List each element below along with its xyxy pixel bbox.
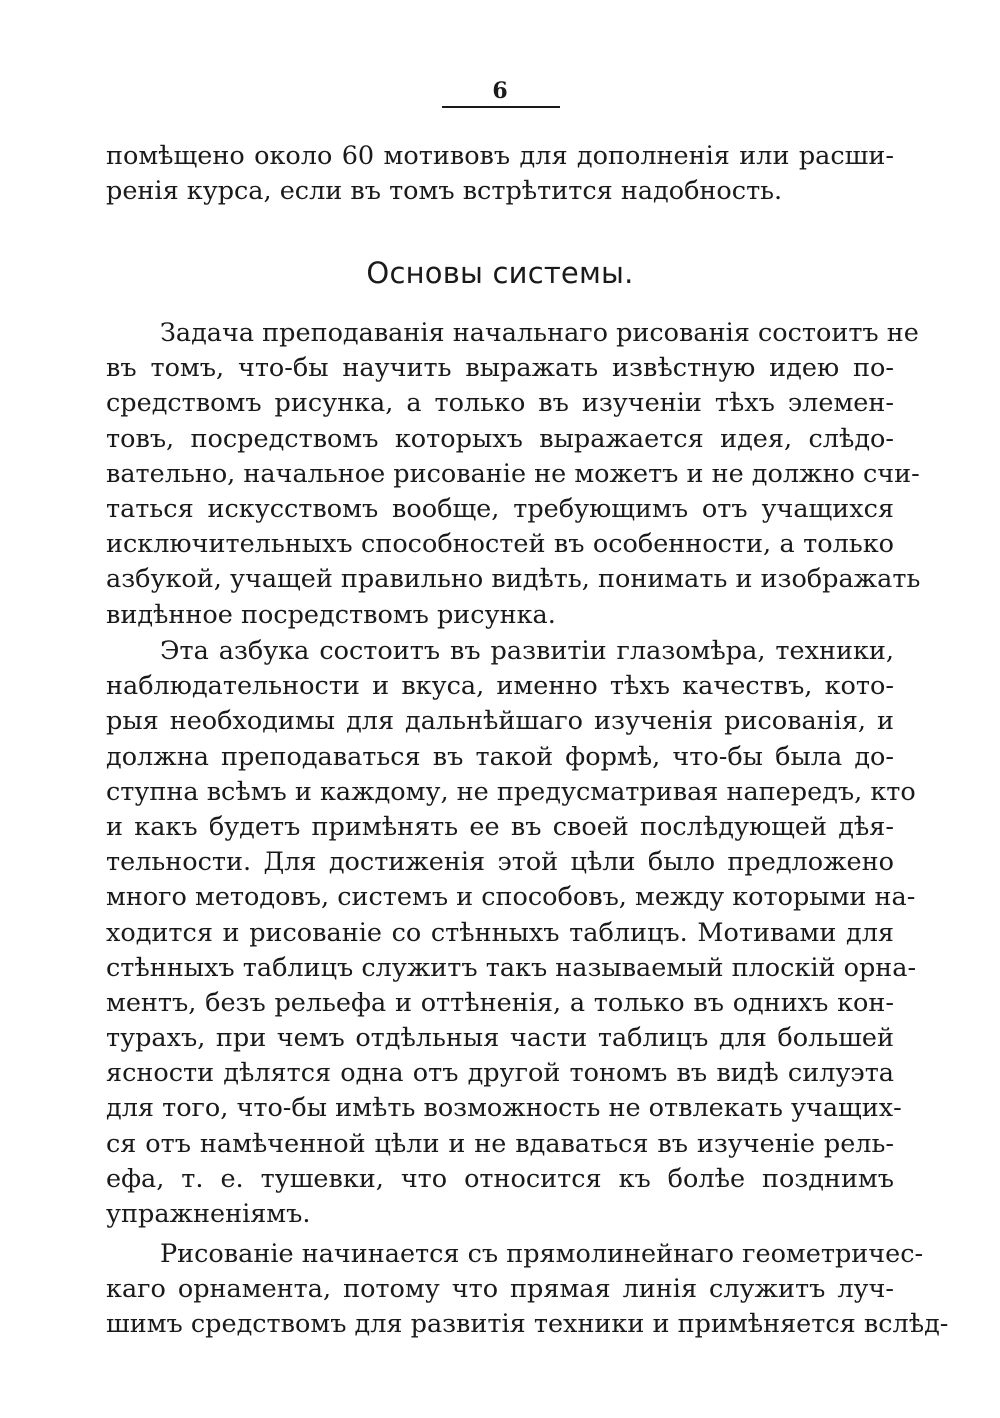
text-line: ступна всѣмъ и каждому, не предусматривая напередъ, кто (106, 776, 916, 807)
text-line: тельности. Для достиженія этой цѣли было предложено (106, 847, 894, 878)
text-line: рыя необходимы для дальнѣйшаго изученія рисованія, и (106, 706, 894, 737)
text-line: средствомъ рисунка, а только въ изученіи тѣхъ элемен- (106, 388, 894, 419)
text-line: ментъ, безъ рельефа и оттѣненія, а только въ однихъ кон- (106, 987, 894, 1018)
paragraph-3 (106, 1237, 949, 1343)
page-number-rule (442, 106, 560, 108)
text-line: въ томъ, что-бы научить выражать извѣстную идею по- (106, 353, 894, 384)
paragraph-1 (106, 316, 921, 633)
text-line: Задача преподаванія начальнаго рисованія состоитъ не (160, 318, 919, 348)
text-line: упражненіямъ. (106, 1199, 311, 1229)
text-line: ходится и рисованіе со стѣнныхъ таблицъ. Мотивами для (106, 917, 894, 948)
text-line: каго орнамента, потому что прямая линія служитъ луч- (106, 1274, 894, 1305)
text-line: ефа, т. е. тушевки, что относится къ болѣе позднимъ (106, 1163, 894, 1194)
text-line: азбукой, учащей правильно видѣть, понимать и изображать (106, 564, 921, 595)
text-line: стѣнныхъ таблицъ служитъ такъ называемый плоскій орна- (106, 952, 917, 983)
text-line: помѣщено около 60 мотивовъ для дополненія или расши- (106, 141, 894, 171)
text-line: много методовъ, системъ и способовъ, между которыми на- (106, 882, 916, 913)
paragraph-2 (106, 634, 917, 1232)
text-line: ренія курса, если въ томъ встрѣтится надобность. (106, 176, 783, 207)
text-line: для того, что-бы имѣть возможность не отвлекать учащих- (106, 1093, 902, 1124)
text-line: должна преподаваться въ такой формѣ, что-бы была до- (106, 741, 894, 772)
text-line: наблюдательности и вкуса, именно тѣхъ качествъ, кото- (106, 671, 894, 702)
text-line: Рисованіе начинается съ прямолинейнаго геометричес- (160, 1239, 924, 1269)
text-line: ся отъ намѣченной цѣли и не вдаваться въ изученіе рель- (106, 1128, 894, 1159)
text-line: турахъ, при чемъ отдѣльныя части таблицъ для большей (106, 1023, 894, 1054)
page-number: 6 (492, 78, 508, 104)
text-line: таться искусствомъ вообще, требующимъ отъ учащихся (106, 493, 894, 524)
text-line: видѣнное посредствомъ рисунка. (106, 599, 556, 630)
text-line: и какъ будетъ примѣнять ее въ своей послѣдующей дѣя- (106, 811, 894, 842)
section-heading: Основы системы. (366, 256, 634, 290)
text-line: товъ, посредствомъ которыхъ выражается идея, слѣдо- (106, 423, 894, 454)
text-line: шимъ средствомъ для развитія техники и примѣняется вслѣд- (106, 1309, 949, 1340)
text-line: исключительныхъ способностей въ особенности, а только (106, 529, 894, 560)
text-line: ясности дѣлятся одна отъ другой тономъ въ видѣ силуэта (106, 1058, 894, 1089)
text-line: вательно, начальное рисованіе не можетъ и не должно счи- (106, 458, 920, 489)
intro-paragraph (106, 139, 894, 209)
text-line: Эта азбука состоитъ въ развитіи глазомѣра, техники, (160, 636, 894, 666)
